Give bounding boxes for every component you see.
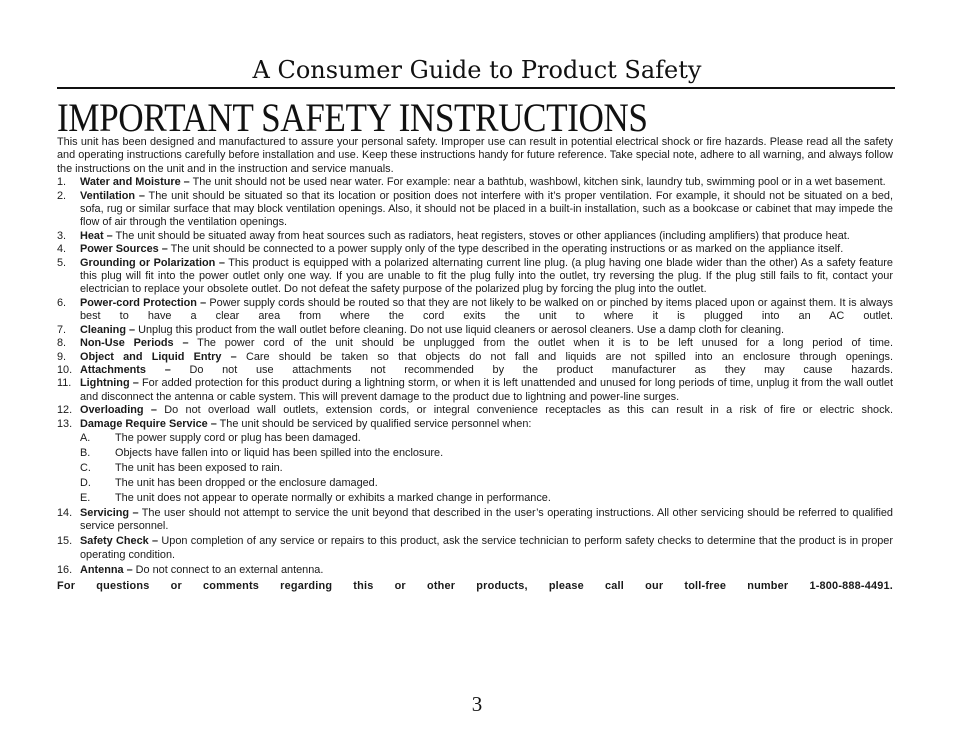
instruction-item-1 bbox=[57, 176, 893, 189]
sub-item-e bbox=[57, 492, 893, 505]
instruction-item-7 bbox=[57, 324, 893, 337]
instruction-item-3 bbox=[57, 230, 893, 243]
item-label: Heat – bbox=[80, 229, 113, 242]
item-number: 13. bbox=[57, 417, 73, 430]
sub-item-c bbox=[57, 462, 893, 475]
item-text: The power cord of the unit should be unplugged from the outlet when it is to be left unused for a long period of time. bbox=[188, 337, 893, 350]
item-number: 7. bbox=[57, 323, 67, 336]
item-text: The unit should be situated so that its location or position does not interfere with it’s proper ventilation. For example, it should not be situated on a bed, sofa, rug or similar surface that may block ventilation openings. Also, it should not be placed in a built-in installation, such as a bookcase or cabinet that may impede the flow of air through the ventilation openings. bbox=[80, 189, 893, 229]
sub-item-letter: B. bbox=[80, 447, 91, 460]
item-text: Upon completion of any service or repairs to this product, ask the service technician to perform safety checks to determine that the product is in proper operating condition. bbox=[80, 535, 893, 561]
sub-item-letter: A. bbox=[80, 432, 91, 445]
header-divider bbox=[57, 87, 895, 89]
item-text: The unit should be situated away from heat sources such as radiators, heat registers, stoves or other appliances (including amplifiers) that produce heat. bbox=[112, 229, 850, 242]
item-text: Power supply cords should be routed so that they are not likely to be walked on or pinched by items placed upon or against them. It is always best to have a clear area from where the cord exits the unit to where it is plugged into an AC outlet. bbox=[80, 296, 893, 323]
item-text: Care should be taken so that objects do not fall and liquids are not spilled into an enclosure through openings. bbox=[236, 350, 893, 363]
instruction-item-13 bbox=[57, 418, 893, 431]
item-text: Do not use attachments not recommended by the product manufacturer as they may cause hazards. bbox=[170, 363, 893, 376]
instruction-item-2 bbox=[57, 190, 893, 230]
instruction-item-9 bbox=[57, 351, 893, 364]
instruction-item-16 bbox=[57, 564, 893, 577]
sub-item-text: Objects have fallen into or liquid has been spilled into the enclosure. bbox=[115, 447, 444, 460]
sub-item-letter: E. bbox=[80, 492, 91, 505]
item-number: 8. bbox=[57, 337, 67, 350]
item-text: Do not overload wall outlets, extension cords, or integral convenience receptacles as this can result in a risk of fire or electric shock. bbox=[156, 404, 894, 417]
item-label: Ventilation – bbox=[80, 189, 145, 202]
sub-item-a bbox=[57, 432, 893, 445]
item-label: Non-Use Periods – bbox=[80, 337, 189, 350]
item-number: 9. bbox=[57, 350, 67, 363]
instruction-item-8 bbox=[57, 337, 893, 350]
item-number: 3. bbox=[57, 229, 67, 242]
item-label: Damage Require Service – bbox=[80, 417, 217, 430]
item-label: Power Sources – bbox=[80, 243, 168, 256]
sub-item-text: The power supply cord or plug has been damaged. bbox=[115, 432, 361, 445]
sub-item-letter: C. bbox=[80, 462, 91, 475]
item-label: Cleaning – bbox=[80, 323, 136, 336]
item-text: Unplug this product from the wall outlet before cleaning. Do not use liquid cleaners or aerosol cleaners. Use a damp cloth for cleaning. bbox=[135, 323, 785, 336]
item-number: 2. bbox=[57, 189, 67, 202]
item-number: 10. bbox=[57, 363, 73, 376]
item-label: Power-cord Protection – bbox=[80, 296, 207, 309]
instruction-item-14 bbox=[57, 507, 893, 534]
item-text: The user should not attempt to service the unit beyond that described in the user’s operating instructions. All other servicing should be referred to qualified service personnel. bbox=[80, 506, 893, 533]
page-title: IMPORTANT SAFETY INSTRUCTIONS bbox=[57, 95, 648, 140]
item-label: Antenna – bbox=[80, 563, 133, 576]
item-number: 6. bbox=[57, 296, 67, 309]
item-text: Do not connect to an external antenna. bbox=[132, 563, 324, 576]
item-label: Lightning – bbox=[80, 377, 139, 390]
item-text: The unit should be connected to a power supply only of the type described in the operating instructions or as marked on the appliance itself. bbox=[167, 243, 844, 256]
item-number: 1. bbox=[57, 176, 67, 189]
instructions-body bbox=[57, 136, 893, 593]
instruction-item-12 bbox=[57, 404, 893, 417]
instruction-item-10 bbox=[57, 364, 893, 377]
item-label: Water and Moisture – bbox=[80, 176, 190, 189]
item-number: 4. bbox=[57, 243, 67, 256]
item-text: This product is equipped with a polarized alternating current line plug. (a plug having one blade wider than the other) As a safety feature this plug will fit into the power outlet only one way. If you are unable to fit the plug fully into the outlet, try reversing the plug. If the plug still fails to fit, contact your electrician to replace your obsolete outlet. Do not defeat the safety purpose of the polarized plug by forcing the plug into the outlet. bbox=[80, 256, 893, 296]
contact-line: For questions or comments regarding this or other products, please call our toll-free number 1-800-888-4491. bbox=[57, 580, 893, 592]
sub-item-b bbox=[57, 447, 893, 460]
item-label: Overloading – bbox=[80, 404, 157, 417]
sub-item-text: The unit does not appear to operate normally or exhibits a marked change in performance. bbox=[115, 492, 551, 505]
item-label: Grounding or Polarization – bbox=[80, 256, 225, 269]
instruction-item-11 bbox=[57, 377, 893, 404]
instruction-item-6 bbox=[57, 297, 893, 324]
item-label: Attachments – bbox=[80, 363, 171, 376]
instruction-item-15 bbox=[57, 535, 893, 562]
intro-paragraph: This unit has been designed and manufactured to assure your personal safety. Improper use can result in potential electrical shock or fire hazards. Please read all the safety and operating instructions carefully before installation and use. Keep these instructions handy for future reference. Take special note, adhere to all warning, and always follow the instructions on the unit and in the instruction and service manuals. bbox=[57, 136, 893, 175]
item-label: Object and Liquid Entry – bbox=[80, 350, 237, 363]
item-text: The unit should not be used near water. For example: near a bathtub, washbowl, kitchen sink, laundry tub, swimming pool or in a wet basement. bbox=[189, 176, 886, 189]
page-subtitle: A Consumer Guide to Product Safety bbox=[252, 56, 702, 84]
item-number: 14. bbox=[57, 506, 73, 519]
item-text: For added protection for this product during a lightning storm, or when it is left unattended and unused for long periods of time, unplug it from the wall outlet and disconnect the antenna or cable system. This will prevent damage to the product due to lightning and power-line surges. bbox=[80, 377, 893, 403]
item-number: 5. bbox=[57, 256, 67, 269]
instruction-item-5 bbox=[57, 257, 893, 297]
item-number: 16. bbox=[57, 563, 73, 576]
sub-item-letter: D. bbox=[80, 477, 91, 490]
item-number: 15. bbox=[57, 535, 73, 548]
sub-item-d bbox=[57, 477, 893, 490]
instruction-item-4 bbox=[57, 243, 893, 256]
sub-item-text: The unit has been dropped or the enclosure damaged. bbox=[115, 477, 378, 490]
item-number: 12. bbox=[57, 404, 73, 417]
item-number: 11. bbox=[57, 377, 72, 390]
item-label: Servicing – bbox=[80, 506, 139, 519]
page-number: 3 bbox=[471, 692, 483, 716]
item-label: Safety Check – bbox=[80, 535, 159, 548]
sub-item-text: The unit has been exposed to rain. bbox=[115, 462, 283, 475]
item-text: The unit should be serviced by qualified service personnel when: bbox=[216, 417, 532, 430]
